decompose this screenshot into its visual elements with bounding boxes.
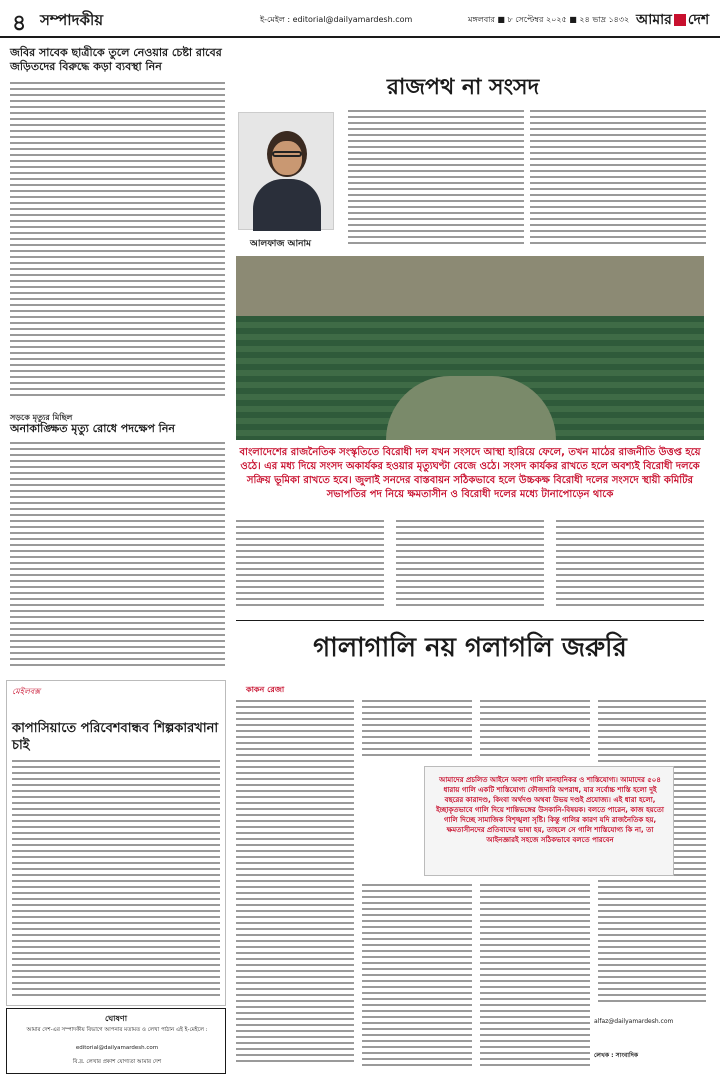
second-article-title: গালাগালি নয় গলাগলি জরুরি xyxy=(236,620,704,671)
left-headline-1: জবির সাবেক ছাত্রীকে তুলে নেওয়ার চেষ্টা রাবের জড়িতদের বিরুদ্ধে কড়া ব্যবস্থা নিন xyxy=(10,46,222,73)
second-article-col3-top xyxy=(480,700,590,760)
main-article-col3 xyxy=(236,520,384,614)
side-feature-title: কাপাসিয়াতে পরিবেশবান্ধব শিল্পকারখানা চাই xyxy=(12,721,219,753)
second-article-col1 xyxy=(236,700,354,1070)
author-name: আলফাজ আনাম xyxy=(250,239,312,249)
author-email[interactable]: alfaz@dailyamardesh.com xyxy=(594,1018,674,1025)
second-article-author: কাকন রেজা xyxy=(246,685,285,694)
notice-title: ঘোষণা xyxy=(104,1014,128,1023)
issue-date: মঙ্গলবার ■ ৮ সেপ্টেম্বর ২০২৫ ■ ২৪ ভাদ্র ১৪৩২ xyxy=(468,15,630,24)
author-footer: লেখক : সাংবাদিক xyxy=(594,1052,639,1059)
left-article-1-body xyxy=(10,82,225,402)
main-article-col1 xyxy=(348,110,524,250)
side-feature-label: মেইলবক্স xyxy=(12,687,41,696)
left-article-2-body xyxy=(10,442,225,672)
second-article-col3-bottom xyxy=(480,884,590,1070)
notice-line-1: আমার দেশ-এর সম্পাদকীয় বিভাগে আপনার মতামত ও লেখা পাঠান এই ই-মেইলে : xyxy=(26,1027,208,1033)
logo-text-2: দেশ xyxy=(687,12,710,28)
notice-line-3: বি.দ্র. লেখার প্রকাশ যোগ্যতা আমার দেশ xyxy=(72,1059,162,1065)
parliament-photo xyxy=(236,256,704,440)
page-number: ৪ xyxy=(12,11,27,36)
second-article-inset-quote xyxy=(424,766,674,876)
left-subhead-2: সড়কে মৃত্যুর মিছিল xyxy=(10,413,73,422)
main-article-col4 xyxy=(396,520,544,614)
logo-red-square-icon xyxy=(674,14,686,26)
main-article-pullquote: বাংলাদেশের রাজনৈতিক সংস্কৃতিতে বিরোধী দল যখন সংসদে আস্থা হারিয়ে ফেলে, তখন মাঠের রাজনীতি উত্তপ্ত হয়ে ওঠে। এর মধ্য দিয়ে সংসদ অকার্যকর হওয়ার মৃত্যুঘণ্টা বেজে ওঠে। সংসদ কার্যকর রাখতে হলে অবশ্যই বিরোধী দলকে সক্রিয় ভূমিকা রাখতে হবে। জুলাই সনদের বাস্তবায়ন সঠিকভাবে হলে উচ্চকক্ষ বিরোধী দলের সংসদে স্থায়ী কমিটির সভাপতির পদ নিয়ে ক্ষমতাসীন ও বিরোধী দলের মধ্যে টানাপোড়েন থাকে xyxy=(239,447,701,500)
left-headline-2: অনাকাঙ্ক্ষিত মৃত্যু রোধে পদক্ষেপ নিন xyxy=(10,422,175,435)
main-article-col2 xyxy=(530,110,706,250)
logo-text-1: আমার xyxy=(636,12,672,28)
notice-box xyxy=(6,1008,226,1074)
second-article-col2-top xyxy=(362,700,472,760)
second-article-col2-bottom xyxy=(362,884,472,1070)
notice-email-link[interactable]: editorial@dailyamardesh.com xyxy=(75,1045,159,1051)
author-photo xyxy=(238,112,334,230)
main-article-col5 xyxy=(556,520,704,614)
main-article-title: রাজপথ না সংসদ xyxy=(386,75,540,100)
editorial-email: ই-মেইল : editorial@dailyamardesh.com xyxy=(260,15,413,24)
newspaper-logo xyxy=(636,8,709,32)
inset-quote-text: আমাদের প্রচলিত আইনে অবশ্য গালি মানহানিকর ও শাস্তিযোগ্য। আমাদের ৫০৪ ধারায় গালি একটি শাস্তিযোগ্য ফৌজদারি অপরাধ, যার সর্বোচ্চ শাস্তি হলো দুই বছরের কারাদণ্ড, কিংবা অর্থদণ্ড অথবা উভয় দণ্ডই প্রযোজ্য। এই ধারা হলো, ইচ্ছাকৃতভাবে গালি দিয়ে শান্তিভঙ্গের উসকানি-বিষয়ক। বলতে পারেন, কাজ হয়তো গালি দিচ্ছে সামাজিক বিশৃঙ্খলা সৃষ্টি। কিন্তু গালির কারণ যদি রাজনৈতিক হয়, ক্ষমতাসীনদের প্রতিবাদের ভাষা হয়, তাহলে সে গালি শাস্তিযোগ্য কি না, তা আইনজ্ঞারই সহজে সঠিকভাবে বলতে পারবেন xyxy=(436,776,664,844)
page-header xyxy=(0,0,720,38)
side-feature-body xyxy=(12,760,220,1000)
section-title: সম্পাদকীয় xyxy=(40,11,104,29)
